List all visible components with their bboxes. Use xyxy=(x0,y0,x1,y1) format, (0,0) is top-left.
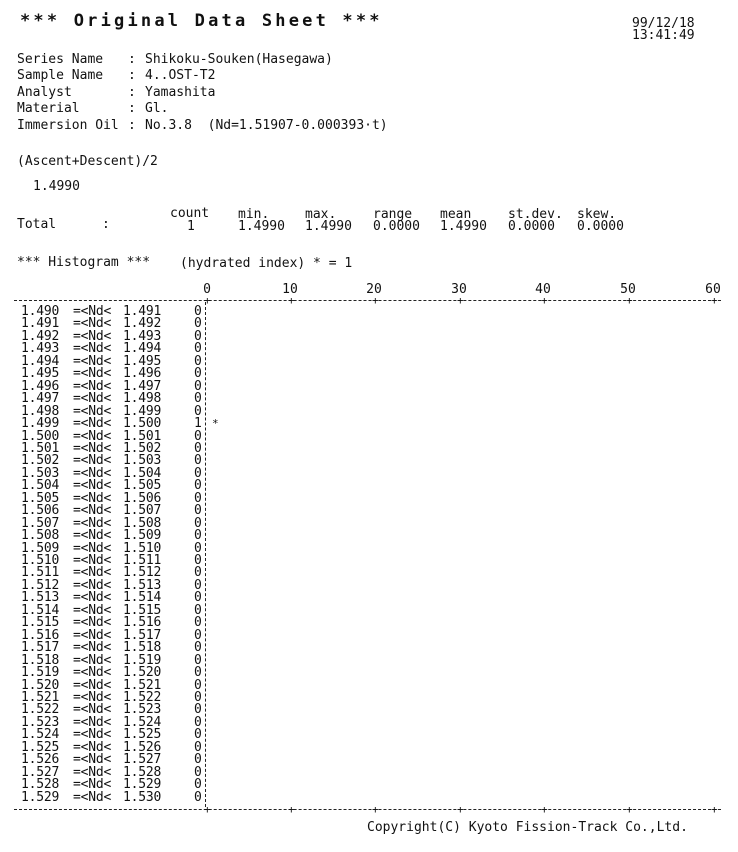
axis-tick-mark: + xyxy=(457,294,464,307)
bin-upper-bound: 1.516 xyxy=(123,615,162,631)
bin-count: 1 xyxy=(194,416,202,432)
bin-upper-bound: 1.495 xyxy=(123,353,162,369)
info-sep: : xyxy=(128,68,136,83)
stats-header-max: max. xyxy=(305,207,337,222)
bin-operator: =<Nd< xyxy=(73,565,112,581)
bin-upper-bound: 1.494 xyxy=(123,341,162,357)
stats-header-min: min. xyxy=(238,207,270,222)
bin-lower-bound: 1.500 xyxy=(21,428,60,444)
bin-lower-bound: 1.491 xyxy=(21,316,60,332)
bin-operator: =<Nd< xyxy=(73,615,112,631)
bin-upper-bound: 1.500 xyxy=(123,416,162,432)
bin-upper-bound: 1.501 xyxy=(123,428,162,444)
bin-lower-bound: 1.510 xyxy=(21,553,60,568)
bin-operator: =<Nd< xyxy=(73,665,112,681)
bin-operator: =<Nd< xyxy=(73,714,112,730)
bin-lower-bound: 1.509 xyxy=(21,540,60,556)
histogram-subtitle: (hydrated index) * = 1 xyxy=(180,256,353,271)
axis-tick-mark: + xyxy=(541,803,548,816)
copyright-notice: Copyright(C) Kyoto Fission-Track Co.,Ltd. xyxy=(367,820,688,835)
histogram-bar-mark: * xyxy=(212,417,219,431)
bin-operator: =<Nd< xyxy=(73,515,112,531)
bin-count: 0 xyxy=(194,565,202,581)
bin-operator: =<Nd< xyxy=(73,353,112,369)
bin-operator: =<Nd< xyxy=(73,478,112,494)
bin-count: 0 xyxy=(194,515,202,531)
bin-lower-bound: 1.517 xyxy=(21,640,60,656)
bin-count: 0 xyxy=(194,590,202,606)
bin-count: 0 xyxy=(194,465,202,481)
bin-count: 0 xyxy=(194,714,202,730)
page-title: *** Original Data Sheet *** xyxy=(20,11,383,31)
bin-upper-bound: 1.527 xyxy=(123,752,162,768)
bin-operator: =<Nd< xyxy=(73,577,112,593)
bin-operator: =<Nd< xyxy=(73,789,112,805)
stats-range-value: 0.0000 xyxy=(373,219,420,234)
stats-skew-value: 0.0000 xyxy=(577,219,624,234)
axis-top-line xyxy=(14,300,721,301)
bin-operator: =<Nd< xyxy=(73,689,112,705)
stats-row-sep: : xyxy=(102,217,110,232)
axis-tick-mark: + xyxy=(372,803,379,816)
bin-count: 0 xyxy=(194,490,202,506)
stats-max-value: 1.4990 xyxy=(305,219,352,234)
axis-bottom-line xyxy=(14,809,721,810)
axis-tick-label: 20 xyxy=(366,282,382,297)
print-date: 99/12/18 xyxy=(632,16,695,31)
bin-upper-bound: 1.525 xyxy=(123,727,162,743)
bin-lower-bound: 1.526 xyxy=(21,752,60,768)
bin-count: 0 xyxy=(194,304,202,319)
bin-lower-bound: 1.522 xyxy=(21,702,60,718)
bin-count: 0 xyxy=(194,602,202,618)
bin-operator: =<Nd< xyxy=(73,341,112,357)
bin-count: 0 xyxy=(194,789,202,805)
immersion-oil-value: No.3.8 (Nd=1.51907-0.000393·t) xyxy=(145,118,388,133)
bin-upper-bound: 1.507 xyxy=(123,503,162,519)
bin-operator: =<Nd< xyxy=(73,677,112,693)
bin-count: 0 xyxy=(194,403,202,419)
bin-lower-bound: 1.507 xyxy=(21,515,60,531)
bin-lower-bound: 1.520 xyxy=(21,677,60,693)
bin-count: 0 xyxy=(194,366,202,382)
bin-upper-bound: 1.513 xyxy=(123,577,162,593)
bin-operator: =<Nd< xyxy=(73,403,112,419)
bin-count: 0 xyxy=(194,615,202,631)
bin-lower-bound: 1.525 xyxy=(21,739,60,755)
bin-lower-bound: 1.511 xyxy=(21,565,60,581)
bin-upper-bound: 1.496 xyxy=(123,366,162,382)
bin-operator: =<Nd< xyxy=(73,428,112,444)
bin-lower-bound: 1.513 xyxy=(21,590,60,606)
bin-lower-bound: 1.503 xyxy=(21,465,60,481)
bin-upper-bound: 1.519 xyxy=(123,652,162,668)
stats-header-count: count xyxy=(170,206,210,221)
bin-lower-bound: 1.499 xyxy=(21,416,60,432)
axis-tick-label: 0 xyxy=(203,282,211,297)
bin-count: 0 xyxy=(194,752,202,768)
stats-min-value: 1.4990 xyxy=(238,219,285,234)
bin-operator: =<Nd< xyxy=(73,652,112,668)
bin-upper-bound: 1.502 xyxy=(123,440,162,456)
bin-upper-bound: 1.528 xyxy=(123,764,162,780)
axis-tick-mark: + xyxy=(204,803,211,816)
bin-count: 0 xyxy=(194,577,202,593)
bin-upper-bound: 1.498 xyxy=(123,391,162,407)
bin-operator: =<Nd< xyxy=(73,553,112,568)
bin-operator: =<Nd< xyxy=(73,777,112,793)
info-label: Analyst xyxy=(17,85,72,100)
axis-tick-label: 40 xyxy=(535,282,551,297)
bin-operator: =<Nd< xyxy=(73,590,112,606)
bin-lower-bound: 1.497 xyxy=(21,391,60,407)
bin-lower-bound: 1.490 xyxy=(21,304,60,319)
bin-count: 0 xyxy=(194,316,202,332)
bin-count: 0 xyxy=(194,640,202,656)
bin-lower-bound: 1.516 xyxy=(21,627,60,643)
stats-header-mean: mean xyxy=(440,207,472,222)
stats-mean-value: 1.4990 xyxy=(440,219,487,234)
bin-operator: =<Nd< xyxy=(73,416,112,432)
bin-count: 0 xyxy=(194,727,202,743)
bin-upper-bound: 1.509 xyxy=(123,528,162,544)
bin-upper-bound: 1.491 xyxy=(123,304,162,319)
bin-upper-bound: 1.503 xyxy=(123,453,162,469)
bin-lower-bound: 1.521 xyxy=(21,689,60,705)
bin-operator: =<Nd< xyxy=(73,627,112,643)
bin-lower-bound: 1.494 xyxy=(21,353,60,369)
axis-tick-label: 10 xyxy=(282,282,298,297)
axis-tick-mark: + xyxy=(541,294,548,307)
bin-lower-bound: 1.524 xyxy=(21,727,60,743)
bin-lower-bound: 1.506 xyxy=(21,503,60,519)
info-label: Sample Name xyxy=(17,68,104,83)
bin-upper-bound: 1.504 xyxy=(123,465,162,481)
bin-operator: =<Nd< xyxy=(73,739,112,755)
stats-header-range: range xyxy=(373,207,413,222)
bin-upper-bound: 1.518 xyxy=(123,640,162,656)
bin-lower-bound: 1.518 xyxy=(21,652,60,668)
bin-operator: =<Nd< xyxy=(73,540,112,556)
bin-count: 0 xyxy=(194,503,202,519)
bin-upper-bound: 1.517 xyxy=(123,627,162,643)
bin-upper-bound: 1.511 xyxy=(123,553,162,568)
axis-tick-mark: + xyxy=(711,803,718,816)
bin-operator: =<Nd< xyxy=(73,391,112,407)
axis-tick-mark: + xyxy=(204,294,211,307)
bin-lower-bound: 1.515 xyxy=(21,615,60,631)
axis-tick-mark: + xyxy=(457,803,464,816)
bin-lower-bound: 1.523 xyxy=(21,714,60,730)
bin-operator: =<Nd< xyxy=(73,702,112,718)
bin-count: 0 xyxy=(194,328,202,344)
bin-lower-bound: 1.508 xyxy=(21,528,60,544)
bin-lower-bound: 1.514 xyxy=(21,602,60,618)
bin-lower-bound: 1.519 xyxy=(21,665,60,681)
axis-tick-mark: + xyxy=(626,803,633,816)
bin-lower-bound: 1.495 xyxy=(21,366,60,382)
axis-tick-label: 60 xyxy=(705,282,721,297)
bin-operator: =<Nd< xyxy=(73,490,112,506)
series-name-value: Shikoku-Souken(Hasegawa) xyxy=(145,52,333,67)
analyst-value: Yamashita xyxy=(145,85,216,100)
axis-tick-label: 30 xyxy=(451,282,467,297)
stats-header-skew: skew. xyxy=(577,207,617,222)
sample-name-value: 4..OST-T2 xyxy=(145,68,216,83)
stats-stdev-value: 0.0000 xyxy=(508,219,555,234)
bin-upper-bound: 1.514 xyxy=(123,590,162,606)
axis-tick-mark: + xyxy=(288,294,295,307)
bin-upper-bound: 1.510 xyxy=(123,540,162,556)
bin-upper-bound: 1.521 xyxy=(123,677,162,693)
histogram-title: *** Histogram *** xyxy=(17,255,151,270)
bin-count: 0 xyxy=(194,341,202,357)
bin-upper-bound: 1.505 xyxy=(123,478,162,494)
bin-count: 0 xyxy=(194,440,202,456)
info-label: Immersion Oil xyxy=(17,118,119,133)
bin-count: 0 xyxy=(194,540,202,556)
bin-upper-bound: 1.493 xyxy=(123,328,162,344)
bin-count: 0 xyxy=(194,453,202,469)
bin-upper-bound: 1.506 xyxy=(123,490,162,506)
bin-operator: =<Nd< xyxy=(73,764,112,780)
bin-upper-bound: 1.523 xyxy=(123,702,162,718)
axis-tick-mark: + xyxy=(372,294,379,307)
bin-upper-bound: 1.529 xyxy=(123,777,162,793)
bin-count: 0 xyxy=(194,428,202,444)
bin-count: 0 xyxy=(194,665,202,681)
material-value: Gl. xyxy=(145,101,169,116)
bin-lower-bound: 1.501 xyxy=(21,440,60,456)
info-sep: : xyxy=(128,101,136,116)
bin-lower-bound: 1.527 xyxy=(21,764,60,780)
bin-lower-bound: 1.529 xyxy=(21,789,60,805)
bin-count: 0 xyxy=(194,391,202,407)
bin-operator: =<Nd< xyxy=(73,503,112,519)
bin-count: 0 xyxy=(194,528,202,544)
bin-upper-bound: 1.524 xyxy=(123,714,162,730)
bin-operator: =<Nd< xyxy=(73,465,112,481)
bin-operator: =<Nd< xyxy=(73,316,112,332)
stats-row-label: Total xyxy=(17,217,57,232)
bin-operator: =<Nd< xyxy=(73,304,112,319)
bin-count: 0 xyxy=(194,478,202,494)
bin-operator: =<Nd< xyxy=(73,528,112,544)
bin-lower-bound: 1.512 xyxy=(21,577,60,593)
bin-upper-bound: 1.512 xyxy=(123,565,162,581)
bin-operator: =<Nd< xyxy=(73,378,112,394)
axis-tick-label: 50 xyxy=(620,282,636,297)
bin-upper-bound: 1.520 xyxy=(123,665,162,681)
bin-lower-bound: 1.505 xyxy=(21,490,60,506)
bin-upper-bound: 1.492 xyxy=(123,316,162,332)
bin-upper-bound: 1.508 xyxy=(123,515,162,531)
bin-lower-bound: 1.493 xyxy=(21,341,60,357)
bin-lower-bound: 1.492 xyxy=(21,328,60,344)
single-value: 1.4990 xyxy=(33,179,80,194)
info-label: Series Name xyxy=(17,52,104,67)
bin-operator: =<Nd< xyxy=(73,440,112,456)
info-label: Material xyxy=(17,101,80,116)
bin-upper-bound: 1.522 xyxy=(123,689,162,705)
bin-count: 0 xyxy=(194,777,202,793)
info-sep: : xyxy=(128,85,136,100)
bin-lower-bound: 1.496 xyxy=(21,378,60,394)
bin-count: 0 xyxy=(194,353,202,369)
bin-lower-bound: 1.528 xyxy=(21,777,60,793)
bin-upper-bound: 1.515 xyxy=(123,602,162,618)
bin-upper-bound: 1.530 xyxy=(123,789,162,805)
print-time: 13:41:49 xyxy=(632,28,695,43)
formula-label: (Ascent+Descent)/2 xyxy=(17,154,158,169)
axis-tick-mark: + xyxy=(288,803,295,816)
bin-operator: =<Nd< xyxy=(73,640,112,656)
bin-upper-bound: 1.497 xyxy=(123,378,162,394)
bin-count: 0 xyxy=(194,627,202,643)
bin-count: 0 xyxy=(194,764,202,780)
bin-upper-bound: 1.499 xyxy=(123,403,162,419)
info-sep: : xyxy=(128,52,136,67)
bin-lower-bound: 1.498 xyxy=(21,403,60,419)
bin-count: 0 xyxy=(194,553,202,568)
bin-count: 0 xyxy=(194,378,202,394)
bin-operator: =<Nd< xyxy=(73,752,112,768)
axis-tick-mark: + xyxy=(711,294,718,307)
stats-count-value: 1 xyxy=(187,219,195,234)
bin-lower-bound: 1.504 xyxy=(21,478,60,494)
bin-operator: =<Nd< xyxy=(73,727,112,743)
histogram-row xyxy=(0,789,738,805)
bin-operator: =<Nd< xyxy=(73,366,112,382)
bin-operator: =<Nd< xyxy=(73,602,112,618)
bin-operator: =<Nd< xyxy=(73,328,112,344)
stats-header-stdev: st.dev. xyxy=(508,207,563,222)
bin-count: 0 xyxy=(194,689,202,705)
bin-count: 0 xyxy=(194,702,202,718)
bin-upper-bound: 1.526 xyxy=(123,739,162,755)
axis-tick-mark: + xyxy=(626,294,633,307)
bin-operator: =<Nd< xyxy=(73,453,112,469)
bin-count: 0 xyxy=(194,739,202,755)
info-sep: : xyxy=(128,118,136,133)
bin-lower-bound: 1.502 xyxy=(21,453,60,469)
bin-count: 0 xyxy=(194,677,202,693)
bin-count: 0 xyxy=(194,652,202,668)
